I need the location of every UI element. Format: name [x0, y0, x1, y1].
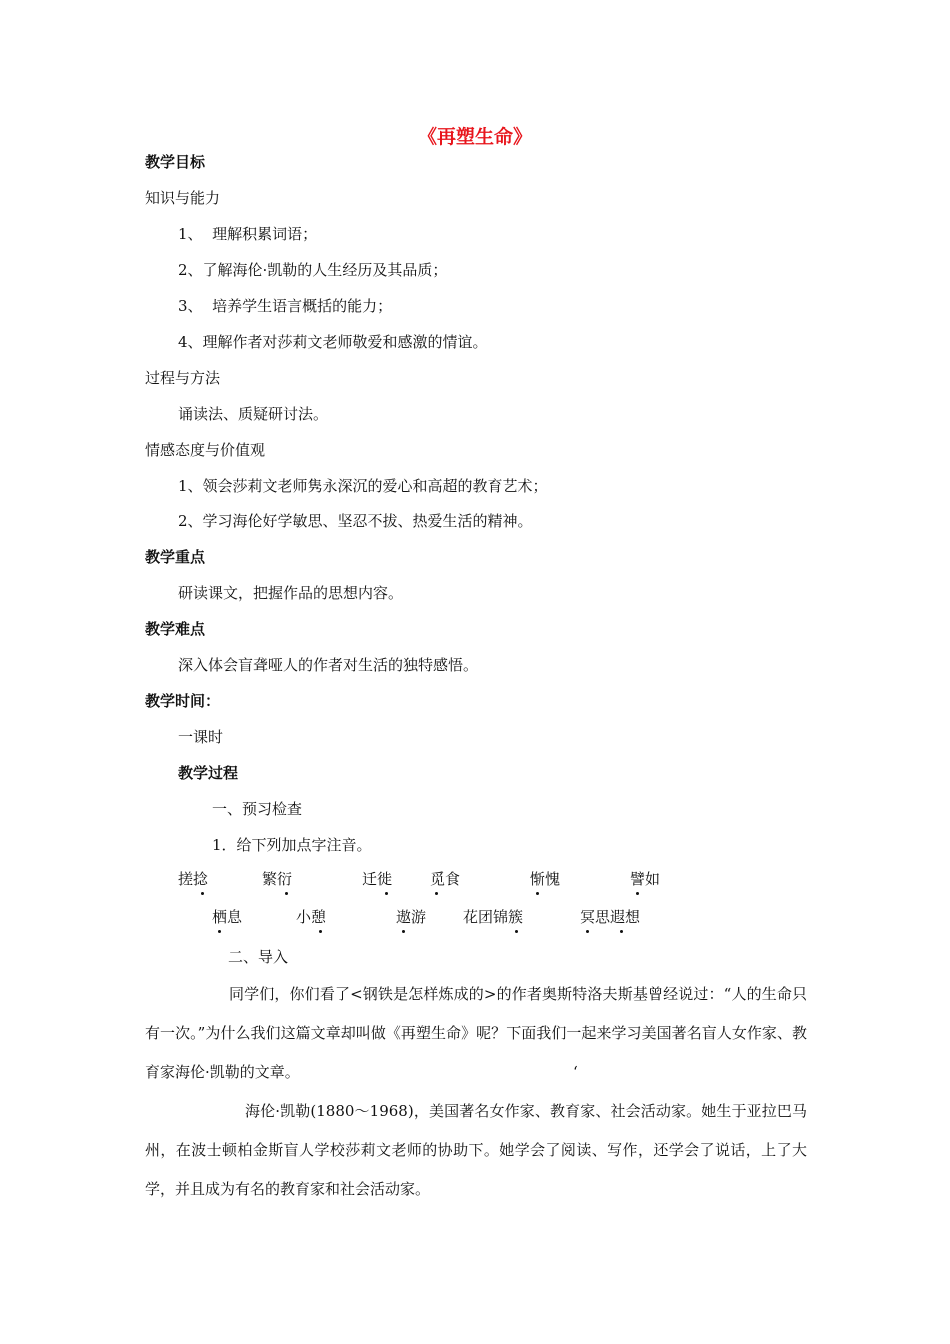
word-fanyan: 繁衍	[262, 870, 293, 888]
emphasis-dot	[201, 892, 204, 895]
emphasis-dot	[319, 930, 322, 933]
document-title: 《再塑生命》	[417, 126, 532, 148]
word-piru: 譬如	[630, 870, 661, 888]
emphasis-dot	[586, 930, 589, 933]
intro-paragraph: 同学们，你们看了<钢铁是怎样炼成的>的作者奥斯特洛夫斯基曾经说过：“人的生命只有一次。”为什么我们这篇文章却叫做《再塑生命》呢？下面我们一起来学习美国著名盲人女作家、教育家海伦·凯勒的文章。	[145, 985, 807, 1081]
word-mingsixiaxiang: 冥思遐想	[580, 908, 641, 926]
key-heading: 教学重点	[145, 548, 206, 566]
goals-heading: 教学目标	[145, 153, 206, 171]
emotion-item-1: 1、领会莎莉文老师隽永深沉的爱心和高超的教育艺术；	[178, 477, 548, 495]
emphasis-dot	[435, 892, 438, 895]
word-aoyou: 遨游	[396, 908, 427, 926]
time-heading: 教学时间：	[145, 692, 221, 710]
emotion-item-2: 2、学习海伦好学敏思、坚忍不拔、热爱生活的精神。	[178, 512, 533, 530]
emphasis-dot	[536, 892, 539, 895]
process-heading: 过程与方法	[145, 369, 221, 387]
emphasis-dot	[385, 892, 388, 895]
difficult-text: 深入体会盲聋哑人的作者对生活的独特感悟。	[178, 656, 479, 674]
process-text: 诵读法、质疑研讨法。	[178, 405, 329, 423]
emotion-heading: 情感态度与价值观	[145, 441, 266, 459]
word-cankui: 惭愧	[530, 870, 561, 888]
procedure-heading: 教学过程	[178, 764, 239, 782]
word-mishi: 觅食	[430, 870, 461, 888]
word-huatuanjincu: 花团锦簇	[463, 908, 524, 926]
emphasis-dot	[218, 930, 221, 933]
knowledge-item-4: 4、理解作者对莎莉文老师敬爱和感激的情谊。	[178, 333, 488, 351]
word-qixi: 栖息	[212, 908, 243, 926]
word-qianxi: 迁徙	[362, 870, 393, 888]
knowledge-item-2: 2、了解海伦·凯勒的人生经历及其品质；	[178, 261, 448, 279]
word-xiaoqi: 小憩	[296, 908, 327, 926]
key-text: 研读课文，把握作品的思想内容。	[178, 584, 404, 602]
emphasis-dot	[620, 930, 623, 933]
knowledge-item-3: 3、 培养学生语言概括的能力；	[178, 297, 393, 315]
emphasis-dot	[285, 892, 288, 895]
knowledge-heading: 知识与能力	[145, 189, 221, 207]
knowledge-item-1: 1、 理解积累词语；	[178, 225, 318, 243]
bio-paragraph: 海伦·凯勒(1880～1968)，美国著名女作家、教育家、社会活动家。她生于亚拉巴马州，在波士顿柏金斯盲人学校莎莉文老师的协助下。她学会了阅读、写作，还学会了说话，上了大学，并且成为有名的教育家和社会活动家。	[145, 1102, 807, 1198]
time-text: 一课时	[178, 728, 224, 746]
step1-heading: 一、预习检查	[212, 800, 303, 818]
step2-heading: 二、导入	[228, 948, 289, 966]
emphasis-dot	[402, 930, 405, 933]
stray-mark: ‘	[573, 1063, 578, 1081]
step1-task: 1．给下列加点字注音。	[212, 836, 372, 854]
difficult-heading: 教学难点	[145, 620, 206, 638]
emphasis-dot	[515, 930, 518, 933]
word-cuonian: 搓捻	[178, 870, 209, 888]
emphasis-dot	[636, 892, 639, 895]
